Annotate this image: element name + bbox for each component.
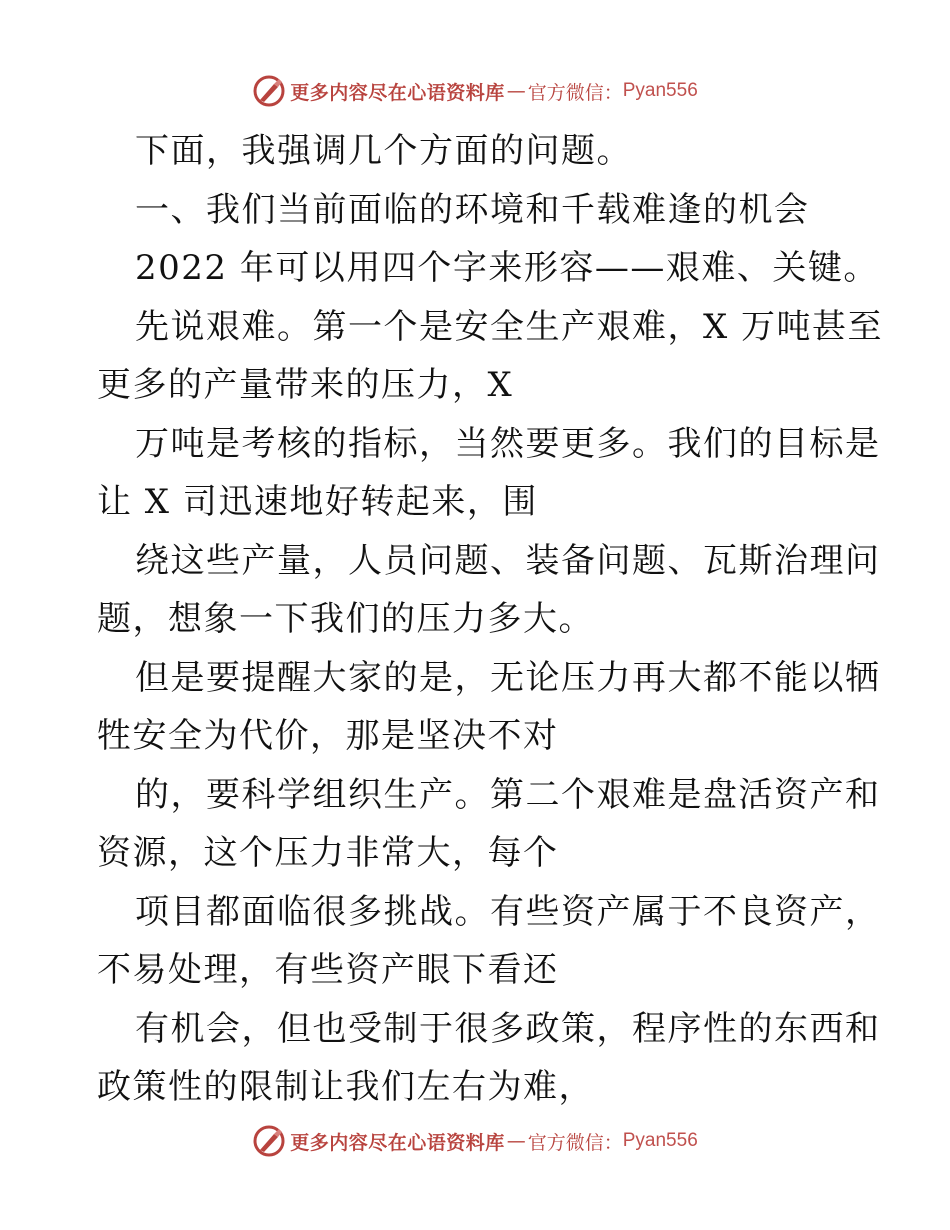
header-site-text: 更多内容尽在心语资料库 bbox=[290, 81, 505, 104]
document-body bbox=[97, 122, 884, 1117]
body-line: 万吨是考核的指标，当然要更多。我们的目标是 bbox=[135, 423, 881, 464]
body-line: 不易处理，有些资产眼下看还 bbox=[97, 950, 559, 990]
header-separator: — bbox=[506, 80, 526, 102]
body-line: 的，要科学组织生产。第二个艰难是盘活资产和 bbox=[135, 774, 881, 815]
footer-site-text: 更多内容尽在心语资料库 bbox=[290, 1131, 505, 1154]
body-line: 绕这些产量，人员问题、装备问题、瓦斯治理问 bbox=[135, 540, 881, 581]
body-line: 下面，我强调几个方面的问题。 bbox=[135, 131, 632, 171]
body-line: 更多的产量带来的压力，X bbox=[97, 365, 514, 405]
body-line: 有机会，但也受制于很多政策，程序性的东西和 bbox=[135, 1008, 881, 1049]
body-line: 但是要提醒大家的是，无论压力再大都不能以牺 bbox=[135, 657, 881, 698]
pen-logo-icon bbox=[252, 74, 286, 108]
section-heading: 一、我们当前面临的环境和千载难逢的机会 bbox=[135, 189, 810, 230]
header-watermark bbox=[0, 71, 950, 111]
footer-separator: — bbox=[506, 1130, 526, 1152]
header-wechat-label: 官方微信： bbox=[527, 81, 623, 104]
body-line: 项目都面临很多挑战。有些资产属于不良资产， bbox=[135, 891, 881, 932]
body-line: 让 X 司迅速地好转起来，围 bbox=[97, 482, 538, 522]
footer-wechat-label: 官方微信： bbox=[527, 1131, 623, 1154]
footer-wechat-id: Pyan556 bbox=[622, 1130, 698, 1151]
body-line: 政策性的限制让我们左右为难， bbox=[97, 1067, 594, 1107]
body-line: 牲安全为代价，那是坚决不对 bbox=[97, 716, 559, 756]
footer-watermark bbox=[0, 1121, 950, 1161]
body-line: 2022 年可以用四个字来形容——艰难、关键。 bbox=[135, 248, 879, 288]
header-wechat-id: Pyan556 bbox=[622, 80, 698, 101]
body-line: 先说艰难。第一个是安全生产艰难，X 万吨甚至 bbox=[135, 306, 884, 347]
body-line: 资源，这个压力非常大，每个 bbox=[97, 833, 559, 873]
body-line: 题，想象一下我们的压力多大。 bbox=[97, 599, 594, 639]
pen-logo-icon bbox=[252, 1124, 286, 1158]
